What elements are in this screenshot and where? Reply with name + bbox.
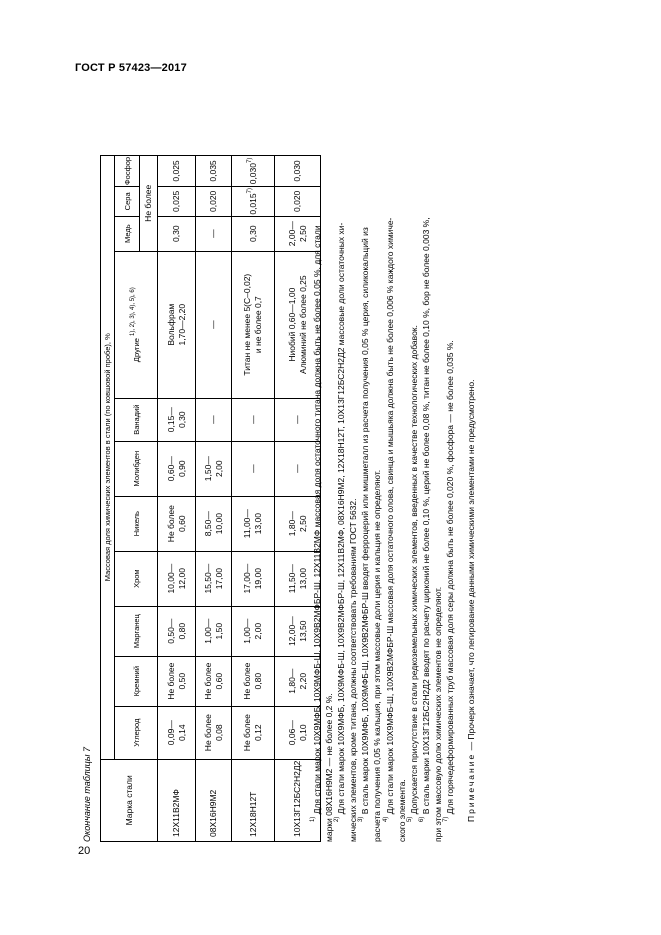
footnote-3: $^{3)}$ В сталь марок 10Х9МФБ, 10Х9МФБ-Ш, 10Х9В2МФБР-Ш вводят ферроцерий или мишметалл из расчета получения 0,05 % церия, силикокальций из	[358, 227, 371, 822]
header-vanadium: Ванадий	[115, 398, 158, 441]
header-manganese: Марганец	[115, 606, 158, 656]
cell-nickel: 1,80— 2,50	[275, 496, 321, 551]
cell-carbon: 0,06— 0,10	[275, 706, 321, 759]
cell-chromium: 15,50— 17,00	[196, 551, 232, 606]
cell-nickel: Не более 0,60	[158, 496, 196, 551]
header-chromium: Хром	[115, 551, 158, 606]
document-header: ГОСТ Р 57423—2017	[75, 62, 187, 74]
footnote-2: $^{2)}$ Для стали марок 10Х9МФБ, 10Х9МФБ-Ш, 10Х9В2МФБР-Ш, 12Х11В2МФ, 08Х16Н9М2, 12Х18Н12Т, 10Х13Г12БС2Н2Д2 массовые доли остаточных хи-	[334, 222, 347, 822]
footnote-4-cont: ского элемента.	[396, 779, 407, 842]
cell-silicon: Не более 0,60	[196, 656, 232, 706]
cell-vanadium: 0,15— 0,30	[158, 398, 196, 441]
header-sulfur: Сера	[115, 187, 140, 217]
header-carbon: Углерод	[115, 706, 158, 759]
cell-silicon: Не более 0,80	[232, 656, 275, 706]
cell-copper: —	[196, 216, 232, 251]
footnote-3-cont: расчета получения 0,05 % кальция, при этом массовые доли церия и кальция не определяют.	[372, 469, 383, 842]
cell-phosphorus: 0,025	[158, 155, 196, 186]
header-group: Массовая доля химических элементов в стали (по ковшовой пробе), %	[101, 155, 115, 759]
cell-phosphorus: 0,035	[196, 155, 232, 186]
cell-carbon: 0,09— 0,14	[158, 706, 196, 759]
cell-manganese: 1,00— 1,50	[196, 606, 232, 656]
header-copper: Медь	[115, 216, 140, 251]
cell-vanadium: —	[232, 398, 275, 441]
cell-copper: 0,30	[158, 216, 196, 251]
cell-manganese: 0,50— 0,80	[158, 606, 196, 656]
table-caption: Окончание таблицы 7	[82, 747, 92, 842]
rotated-content	[82, 92, 497, 842]
cell-phosphorus: 0,030	[275, 155, 321, 186]
cell-sulfur: 0,020	[196, 187, 232, 217]
footnote-2-cont: мических элементов, кроме титана, должны соответствовать требованиям ГОСТ 5632.	[348, 498, 359, 842]
cell-molybdenum: 1,50— 2,00	[196, 441, 232, 496]
cell-manganese: 12,00— 13,50	[275, 606, 321, 656]
footnotes	[311, 94, 477, 842]
cell-grade: 12Х11В2МФ	[158, 759, 196, 841]
cell-sulfur: 0,025	[158, 187, 196, 217]
cell-carbon: Не более 0,12	[232, 706, 275, 759]
cell-chromium: 11,50— 13,00	[275, 551, 321, 606]
cell-sulfur: 0,020	[275, 187, 321, 217]
table-row	[196, 155, 232, 841]
cell-carbon: Не более 0,08	[196, 706, 232, 759]
cell-molybdenum: —	[275, 441, 321, 496]
footnote-6-cont: при этом массовую долю химических элементов не определяют.	[432, 586, 443, 842]
cell-nickel: 8,50— 10,00	[196, 496, 232, 551]
cell-grade: 10Х13Г12БС2Н2Д2	[275, 759, 321, 841]
header-grade: Марка стали	[101, 759, 158, 841]
table-row	[158, 155, 196, 841]
cell-nickel: 11,00— 13,00	[232, 496, 275, 551]
cell-silicon: 1,80— 2,20	[275, 656, 321, 706]
footnote-5: $^{5)}$ Допускается присутствие в стали редкоземельных химических элементов, введенных в качестве технологических добавок.	[406, 325, 419, 822]
cell-vanadium: —	[275, 398, 321, 441]
header-nickel: Никель	[115, 496, 158, 551]
footnote-1: $^{1)}$ Для стали марок 10Х9МФБ, 10Х9МФБ-Ш, 10Х9В2МФБР-Ш, 12Х11В2МФ массовая доля остаточного титана должна быть не более 0,05 %, для стали	[310, 225, 322, 822]
cell-sulfur: 0,015$^{7)}$	[232, 187, 275, 217]
cell-silicon: Не более 0,50	[158, 656, 196, 706]
cell-molybdenum: —	[232, 441, 275, 496]
cell-copper: 0,30	[232, 216, 275, 251]
footnote-1-cont: марки 08Х16Н9М2 — не более 0,2 %.	[324, 693, 335, 842]
cell-phosphorus: 0,030$^{7)}$	[232, 155, 275, 186]
cell-vanadium: —	[196, 398, 232, 441]
remark: Примечание — Прочерк означает, что легирование данными химическими элементами не предусмотрено.	[466, 379, 477, 822]
header-phosphorus: Фосфор	[115, 155, 140, 186]
footnote-4: $^{4)}$ Для стали марок 10Х9МФБ-Ш, 10Х9В2МФБР-Ш массовая доля остаточного олова, свинца и мышьяка должна быть не более 0,006 % каждого химиче-	[382, 217, 395, 822]
cell-chromium: 10,00— 12,00	[158, 551, 196, 606]
footnote-7: $^{7)}$ Для горячедеформированных труб массовая доля серы должна быть не более 0,020 %, фосфора — не более 0,035 %.	[443, 340, 456, 822]
cell-copper: 2,00— 2,50	[275, 216, 321, 251]
cell-other: Ниобий 0,60—1,00 Алюминий не более 0,25	[275, 251, 321, 398]
cell-manganese: 1,00— 2,00	[232, 606, 275, 656]
cell-molybdenum: 0,60— 0,90	[158, 441, 196, 496]
page-number: 20	[78, 845, 91, 857]
table-row	[232, 155, 275, 841]
header-silicon: Кремний	[115, 656, 158, 706]
cell-other: Вольфрам 1,70—2,20	[158, 251, 196, 398]
header-other: Другие $^{1), 2), 3), 4), 5), 6)}$	[115, 251, 158, 398]
cell-other: Титан не менее 5(С–0,02) и не более 0,7	[232, 251, 275, 398]
header-molybdenum: Молибден	[115, 441, 158, 496]
cell-other: —	[196, 251, 232, 398]
cell-chromium: 17,00— 19,00	[232, 551, 275, 606]
footnote-6: $^{6)}$ В сталь марки 10Х13Г12БС2Н2Д2 вводят по расчету цирконий не более 0,10 %, церий не более 0,08 %, титан не более 0,10 %, бор не более 0,003 %,	[418, 217, 431, 822]
cell-grade: 08Х16Н9М2	[196, 759, 232, 841]
cell-grade: 12Х18Н12Т	[232, 759, 275, 841]
chemical-composition-table	[100, 155, 321, 842]
header-not-more: Не более	[140, 155, 158, 251]
